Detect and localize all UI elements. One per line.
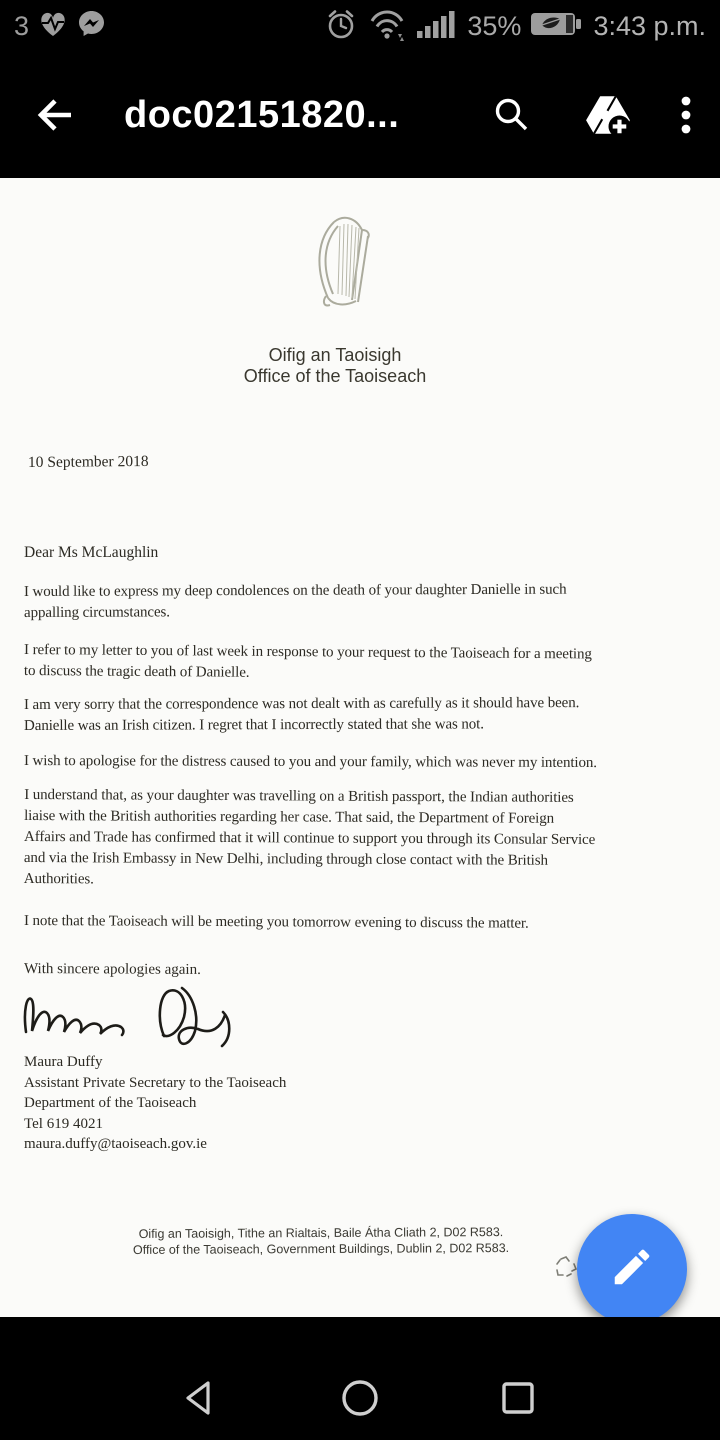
signal-strength-icon <box>416 9 458 44</box>
wifi-icon <box>367 7 407 46</box>
letterhead-irish: Oifig an Taoisigh <box>268 345 402 365</box>
app-toolbar <box>0 52 720 178</box>
signer-name: Maura Duffy <box>24 1054 103 1070</box>
letter-salutation: Dear Ms McLaughlin <box>24 544 159 561</box>
battery-percent: 35% <box>467 10 522 41</box>
edit-fab[interactable] <box>577 1214 687 1324</box>
letterhead-footer <box>0 1224 642 1258</box>
letterhead-english: Office of the Taoiseach <box>243 366 427 386</box>
document-title: doc02151820... <box>124 93 400 136</box>
alarm-icon <box>324 7 358 46</box>
messenger-icon <box>77 9 106 43</box>
nav-back-button[interactable] <box>178 1376 222 1420</box>
signer-title: Assistant Private Secretary to the Taoiseach <box>24 1074 287 1091</box>
search-icon[interactable] <box>490 94 532 136</box>
footer-address-english: Office of the Taoiseach, Government Buildings, Dublin 2, D02 R583. <box>132 1240 510 1257</box>
overflow-menu-icon[interactable] <box>680 94 692 136</box>
add-to-drive-icon[interactable] <box>584 93 632 137</box>
handwritten-signature <box>16 982 346 1055</box>
letter-closing: With sincere apologies again. <box>23 961 201 978</box>
nav-home-button[interactable] <box>338 1376 382 1420</box>
letter-paragraph: I refer to my letter to you of last week in response to your request to the Taoiseach for a meeting to discuss the tragic death of Danielle. <box>23 642 592 681</box>
letter-paragraph: I am very sorry that the correspondence was not dealt with as carefully as it should have been. Danielle was an Irish citizen. I regret that I incorrectly stated that she was not. <box>23 695 580 734</box>
document-page[interactable] <box>0 178 720 1317</box>
letterhead-office-name <box>0 345 670 387</box>
status-bar <box>0 0 720 52</box>
letter-date: 10 September 2018 <box>27 452 149 471</box>
letter-paragraph: I note that the Taoiseach will be meeting you tomorrow evening to discuss the matter. <box>23 913 529 932</box>
notification-count: 3 <box>14 10 30 41</box>
nav-recents-button[interactable] <box>496 1376 540 1420</box>
android-nav-bar <box>0 1317 720 1440</box>
footer-address-irish: Oifig an Taoisigh, Tithe an Rialtais, Baile Átha Cliath 2, D02 R583. <box>138 1225 504 1241</box>
battery-saver-icon <box>530 11 582 42</box>
signer-phone: Tel 619 4021 <box>24 1115 103 1132</box>
signature-block <box>24 1052 286 1155</box>
health-heart-icon <box>38 10 68 43</box>
signer-email: maura.duffy@taoiseach.gov.ie <box>24 1136 207 1153</box>
signer-department: Department of the Taoiseach <box>24 1095 197 1112</box>
recycled-paper-icon <box>552 1254 580 1285</box>
letter-paragraph: I understand that, as your daughter was travelling on a British passport, the Indian authorities liaise with the British authorities regarding her case. That said, the Department of Foreign Affairs and Trade has confirmed that it will continue to support you through its Consular Service and via the Irish Embassy in New Delhi, including through close contact with the British Authorities. <box>23 787 596 888</box>
back-arrow-icon[interactable] <box>30 92 76 138</box>
letter-paragraph: I would like to express my deep condolences on the death of your daughter Danielle in such appalling circumstances. <box>23 581 567 621</box>
pencil-icon <box>609 1244 655 1295</box>
clock-time: 3:43 p.m. <box>593 10 706 41</box>
irish-harp-emblem <box>312 214 378 313</box>
letter-paragraph: I wish to apologise for the distress caused to you and your family, which was never my intention. <box>23 753 597 771</box>
